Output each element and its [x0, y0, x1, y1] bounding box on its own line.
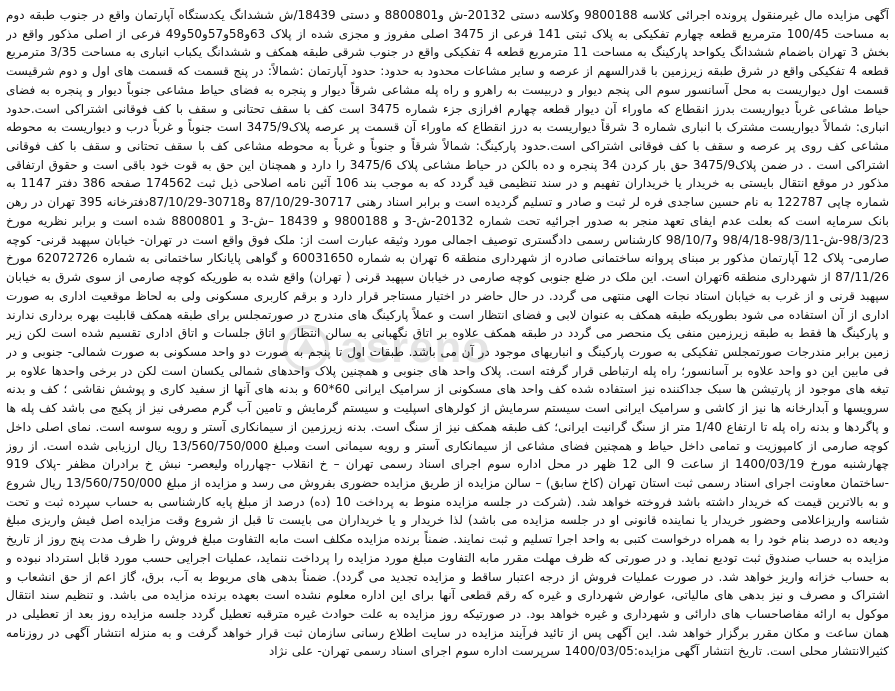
auction-notice: [6, 6, 889, 685]
watermark-text: asreno: [340, 323, 491, 372]
notice-body-text: آگهی مزایده مال غیرمنقول پرونده اجرائی کلاسه 9800188 وکلاسه دستی 20132-ش و8800801 و دستی 18439/ش ششدانگ یکدستگاه آپارتمان واقع در جنوب طبقه دوم به مساحت 100/45 مترمربع قطعه چهارم تفکیکی به پلاک ثبتی 141 فرعی از 3475 اصلی مفروز و مجزی شده از پلاک 63و58و57و50و49 فرعی از اصلی مذکور واقع در بخش 3 تهران باضمام ششدانگ یکواحد پارکینگ به مساحت 11 مترمربع قطعه 4 تفکیکی واقع در جنوب شرقی طبقه همکف و ششدانگ یکباب انباری به مساحت 3/35 مترمربع قطعه 4 تفکیکی واقع در شرق طبقه زیرزمین با قدرالسهم از عرصه و سایر مشاعات محدود به حدود: حدود آپارتمان :شمالاً: در پنج قسمت که قسمت های اول و دوم شرقیست قسمت اول دیواریست به محل آسانسور سوم الی پنجم دیوار و دربیست به راهرو و راه پله مشاعی شرقاً دیوار و پنجره به فضای حیاط مشاعی جنوباً دیوار و پنجره به فضای حیاط مشاعی غرباً دیواریست بدرز انقطاع که ماوراء آن دیوار قطعه چهارم افرازی جزء شماره 3475 است کف با سقف تحتانی و سقف با کف فوقانی اشتراکی است.حدود انباری: شمالاً دیواریست مشترک با انباری شماره 3 شرقاً دیواریست به درز انقطاع که ماوراء آن قسمت پر عرصه پلاک3475/9 است جنوباً و غرباً درب و دیواریست به محوطه مشاعی کف روی پر عرصه و سقف با کف فوقانی اشتراکی است.حدود پارکینگ: شمالاً شرقاً و جنوباً و غرباً به محوطه مشاعی کف با سقف تحتانی و سقف با کف فوقانی اشتراکی است . در ضمن پلاک3475/9 حق بار کردن 34 پنجره و ده بالکن در حیاط مشاعی پلاک 3475/6 را دارد و همچنان این حق به قوت خود باقی است و حقوق ارتفاقی مذکور در موقع انتقال بایستی به خریدار یا خریداران تفهیم و در سند تنظیمی قید گردد که به موجب بند 106 آئین نامه اصلاحی ذیل ثبت 174562 صفحه 386 دفتر 1147 به شماره چاپی 122787 به نام حسین ساجدی فره لر ثبت و صادر و تسلیم گردیده است و برابر اسناد رهنی 30717-87/10/29 و30718-87/10/29دفترخانه 395 تهران در رهن بانک سرمایه است که بعلت عدم ایفای تعهد منجر به صدور اجرائیه تحت شماره 20132-ش-3 و 9800188 و 18439 –ش-3 و 8800801 شده است و برابر نظریه مورخ 98/3/23-ش-98/3/11-98/4/18 و98/10/7 کارشناس رسمی دادگستری توصیف اجمالی مورد وثیقه عبارت است از: ملک فوق واقع است در تهران- خیابان سپهبد قرنی- کوچه صارمی- پلاک 12 آپارتمان مذکور بر مبنای پروانه ساختمانی صادره از شهرداری منطقه 6 تهران به شماره 60031650 و گواهی پایانکار ساختمانی به شماره 62072726 مورخ 87/11/26 از شهرداری منطقه 6تهران است. این ملک در ضلع جنوبی کوچه صارمی در خیابان سپهبد قرنی ( تهران) واقع شده به طوریکه کوچه صارمی از سوی شرق به خیابان سپهبد قرنی و از غرب به خیابان استاد نجات الهی منتهی می گردد. در حال حاضر در اختیار مستاجر قرار دارد و برقم کاربری مسکونی ولی به لحاظ موقعیت اداری به صورت اداری از آن استفاده می شود بطوریکه طبقه همکف به عنوان لابی و فضای انتظار است و عملاً پارکینگ های مندرج در صورتمجلس برای طبقه همکف قابلیت بهره برداری ندارند و پارکینگ ها فقط به طبقه زیرزمین منفی یک منحصر می گردد در طبقه همکف علاوه بر اتاق نگهبانی به سالن انتظار و اتاق جلسات و اتاق اداری تقسیم شده است لکن زیر زمین برابر مندرجات صورتمجلس تفکیکی به صورت پارکینگ و انباریهای موجود در آن می باشد. طبقات اول تا پنجم به صورت دو واحد مسکونی به صورت شمالی- جنوبی و در فی مابین این دو واحد علاوه بر آسانسور؛ راه پله ارتباطی قرار گرفته است. پلاک واحد های جنوبی و همچنین پلاک واحدهای شمالی یکسان است لکن در برخی واحدها علاوه بر تیغه های موجود از پارتیشن ها سبک جداکننده نیز استفاده شده کف واحد های مسکونی از سرامیک ایرانی 60*60 و بدنه های آنها از سفید کاری و پوشش نقاشی ؛ کف و بدنه سرویسها و آبدارخانه ها نیز از کاشی و سرامیک ایرانی است سیستم سرمایش از کولرهای اسپلیت و سیستم گرمایش و تامین آب گرم مصرفی نیز از پکیج می باشد کف پله ها و پاگردها و بدنه راه پله تا ارتفاع 1/40 متر از سنگ گرانیت ایرانی؛ کف طبقه همکف نیز از سنگ است. بدنه زیرزمین از سیمانکاری آستر و رویه سوسه است. نمای اصلی داخل کوچه صارمی از کامپوزیت و تمامی داخل حیاط و همچنین فضای مشاعی از سیمانکاری آستر و رویه سیمانی است ومبلغ 13/560/750/000 ریال ارزیابی شده است. از روز چهارشنبه مورخ 1400/03/19 از ساعت 9 الی 12 ظهر در محل اداره سوم اجرای اسناد رسمی تهران – خ انقلاب -چهارراه ولیعصر- نبش خ برادران مظفر -پلاک 919 -ساختمان معاونت اجرای اسناد رسمی ثبت استان تهران (کاخ سابق) – سالن مزایده از طریق مزایده حضوری بفروش می رسد و مزایده از مبلغ 13/560/750/000 ریال شروع و به بالاترین قیمت که خریدار داشته باشد فروخته خواهد شد. (شرکت در جلسه مزایده منوط به پرداخت 10 (ده) درصد از مبلغ پایه کارشناسی به حساب سپرده ثبت و تحت شناسه واریزاعلامی وحضور خریدار یا نماینده قانونی او در جلسه مزایده می باشد) لذا خریدار و یا خریداران می بایست تا قبل از شروع وقت مزایده اصل فیش واریزی مبلغ ودیعه ده درصد بنام خود را به همراه درخواست کتبی به واحد اجرا تسلیم و ثبت نمایند. ضمناً برنده مزایده مکلف است مابه التفاوت مبلغ فروش را ظرف مدت پنج روز از تاریخ مزایده به حساب صندوق ثبت تودیع نماید. و در صورتی که ظرف مهلت مقرر مابه التفاوت مبلغ مورد مزایده را پرداخت ننماید، عملیات اجرایی حسب مورد قابل استرداد نبوده و به حساب خزانه واریز خواهد شد. در صورت عملیات فروش از درجه اعتبار ساقط و مزایده تجدید می گردد). ضمناً بدهی های مربوط به آب، برق، گاز اعم از حق انشعاب و اشتراک و مصرف و نیز بدهی های مالیاتی، عوارض شهرداری و غیره که رقم قطعی آنها برای این اداره معلوم نشده است بعهده برنده مزایده می باشد. و تنظیم سند انتقال موکول به ارائه مفاصاحساب های دارائی و شهرداری و غیره خواهد بود. در صورتیکه روز مزایده به علت حوادث غیره مترقبه تعطیل گردد جلسه مزایده روز بعد از تعطیلی در همان ساعت و مکان مقرر برگزار خواهد شد. این آگهی پس از تائید فرآیند مزایده در سایت اطلاع رسانی سازمان ثبت قرار خواهد گرفت و به منزله انتشار آگهی در روزنامه کثیرالانتشار محلی است. تاریخ انتشار آگهی مزایده:1400/03/05 سرپرست اداره سوم اجرای اسناد رسمی تهران- علی نژاد: [6, 8, 889, 659]
